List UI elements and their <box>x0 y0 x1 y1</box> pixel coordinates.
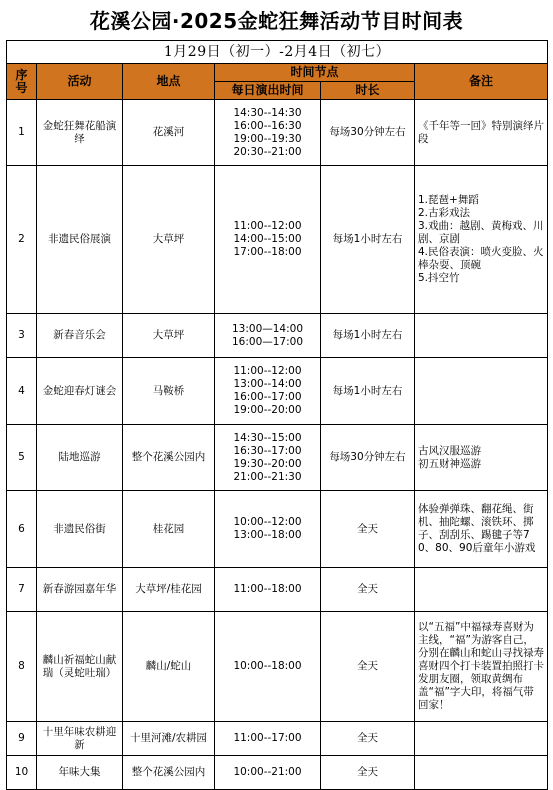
table-row <box>7 756 548 790</box>
duration: 每场1小时左右 <box>321 358 415 425</box>
time-slot: 21:00--21:30 <box>233 470 302 483</box>
header-daily-time: 每日演出时间 <box>215 82 321 100</box>
time-slot: 16:00--16:30 <box>233 119 302 132</box>
row-number: 5 <box>7 425 37 491</box>
note <box>415 756 548 790</box>
table-row <box>7 314 548 358</box>
daily-times <box>215 568 321 612</box>
activity-name: 十里年味农耕迎新 <box>37 722 123 756</box>
location: 马鞍桥 <box>123 358 215 425</box>
date-range: 1月29日（初一）-2月4日（初七） <box>7 41 548 64</box>
duration: 全天 <box>321 612 415 722</box>
location: 大草坪/桂花园 <box>123 568 215 612</box>
note <box>415 358 548 425</box>
note-line: 以“五福”中福禄寿喜财为主线，“福”为游客自己，分别在麟山和蛇山寻找禄寿喜财四个打卡装置拍照打卡发朋友圈，领取黄绸布盖“福”字大印，将福气带回家！ <box>418 621 544 711</box>
duration: 全天 <box>321 568 415 612</box>
note <box>415 491 548 568</box>
table-row <box>7 491 548 568</box>
activity-name: 陆地巡游 <box>37 425 123 491</box>
row-number: 1 <box>7 100 37 166</box>
daily-times <box>215 100 321 166</box>
time-slot: 14:30--14:30 <box>233 106 302 119</box>
header-time-node: 时间节点 <box>215 64 415 82</box>
table-row <box>7 166 548 314</box>
header-no: 序号 <box>7 64 37 100</box>
duration: 全天 <box>321 722 415 756</box>
time-slot: 10:00--18:00 <box>233 660 302 672</box>
note <box>415 568 548 612</box>
location: 十里河滩/农耕园 <box>123 722 215 756</box>
note <box>415 722 548 756</box>
time-slot: 11:00--12:00 <box>233 365 302 377</box>
note-line: 初五财神巡游 <box>418 457 481 470</box>
time-slot: 19:30--20:00 <box>233 457 302 470</box>
location: 麟山/蛇山 <box>123 612 215 722</box>
time-slot: 11:00--12:00 <box>233 220 302 232</box>
header-row <box>7 64 548 82</box>
table-row <box>7 612 548 722</box>
duration: 每场30分钟左右 <box>321 425 415 491</box>
location: 桂花园 <box>123 491 215 568</box>
time-slot: 19:00--19:30 <box>233 132 302 145</box>
time-slot: 16:30--17:00 <box>233 444 302 457</box>
header-activity: 活动 <box>37 64 123 100</box>
daily-times <box>215 491 321 568</box>
time-slot: 20:30--21:00 <box>233 145 302 158</box>
activity-name: 新春游园嘉年华 <box>37 568 123 612</box>
note <box>415 100 548 166</box>
time-slot: 14:30--15:00 <box>233 431 302 444</box>
note-line: 3.戏曲：越剧、黄梅戏、川剧、京剧 <box>418 220 544 245</box>
daily-times <box>215 722 321 756</box>
duration: 全天 <box>321 491 415 568</box>
note-line: 体验弹弹珠、翻花绳、街机、抽陀螺、滚铁环、掷子、刮刮乐、踢毽子等70、80、90后童年小游戏 <box>418 503 536 554</box>
time-slot: 16:00—17:00 <box>231 335 304 348</box>
duration: 每场1小时左右 <box>321 166 415 314</box>
note <box>415 425 548 491</box>
location: 整个花溪公园内 <box>123 756 215 790</box>
note <box>415 166 548 314</box>
note-line: 5.抖空竹 <box>418 272 460 284</box>
time-slot: 17:00--18:00 <box>233 246 302 258</box>
table-row <box>7 722 548 756</box>
time-slot: 16:00--17:00 <box>233 391 302 403</box>
header-note: 备注 <box>415 64 548 100</box>
location: 花溪河 <box>123 100 215 166</box>
table-row <box>7 425 548 491</box>
time-slot: 13:00--18:00 <box>233 529 302 541</box>
activity-name: 年味大集 <box>37 756 123 790</box>
table-row <box>7 568 548 612</box>
activity-name: 麟山祈福蛇山献瑞（灵蛇吐瑞） <box>37 612 123 722</box>
time-slot: 11:00--17:00 <box>233 732 302 744</box>
location: 大草坪 <box>123 166 215 314</box>
row-number: 9 <box>7 722 37 756</box>
note-line: 2.古彩戏法 <box>418 207 471 219</box>
daily-times <box>215 314 321 358</box>
header-duration: 时长 <box>321 82 415 100</box>
duration: 全天 <box>321 756 415 790</box>
row-number: 10 <box>7 756 37 790</box>
time-slot: 13:00--14:00 <box>233 378 302 390</box>
page-title: 花溪公园·2025金蛇狂舞活动节目时间表 <box>89 9 464 33</box>
note-line: 4.民俗表演：喷火变脸、火棒杂耍、顶碗 <box>418 246 544 271</box>
note <box>415 314 548 358</box>
note <box>415 612 548 722</box>
time-slot: 19:00--20:00 <box>233 404 302 416</box>
activity-name: 新春音乐会 <box>37 314 123 358</box>
activity-name: 非遗民俗街 <box>37 491 123 568</box>
activity-name: 金蛇狂舞花船演绎 <box>37 100 123 166</box>
note-line: 1.琵琶+舞蹈 <box>418 194 479 206</box>
row-number: 6 <box>7 491 37 568</box>
time-slot: 10:00--12:00 <box>233 516 302 528</box>
note-line: 古风汉服巡游 <box>418 444 481 457</box>
activity-name: 非遗民俗展演 <box>37 166 123 314</box>
row-number: 2 <box>7 166 37 314</box>
duration: 每场1小时左右 <box>321 314 415 358</box>
daily-times <box>215 756 321 790</box>
location: 大草坪 <box>123 314 215 358</box>
time-slot: 10:00--21:00 <box>233 766 302 778</box>
row-number: 3 <box>7 314 37 358</box>
duration: 每场30分钟左右 <box>321 100 415 166</box>
activity-name: 金蛇迎春灯谜会 <box>37 358 123 425</box>
date-range-row <box>7 41 548 64</box>
time-slot: 13:00—14:00 <box>231 322 304 335</box>
daily-times <box>215 612 321 722</box>
row-number: 7 <box>7 568 37 612</box>
table-row <box>7 358 548 425</box>
daily-times <box>215 425 321 491</box>
schedule-table <box>6 40 548 790</box>
daily-times <box>215 358 321 425</box>
row-number: 8 <box>7 612 37 722</box>
location: 整个花溪公园内 <box>123 425 215 491</box>
header-location: 地点 <box>123 64 215 100</box>
time-slot: 11:00--18:00 <box>233 583 302 595</box>
note-line: 《千年等一回》特别演绎片段 <box>418 119 544 145</box>
row-number: 4 <box>7 358 37 425</box>
time-slot: 14:00--15:00 <box>233 233 302 245</box>
daily-times <box>215 166 321 314</box>
table-row <box>7 100 548 166</box>
